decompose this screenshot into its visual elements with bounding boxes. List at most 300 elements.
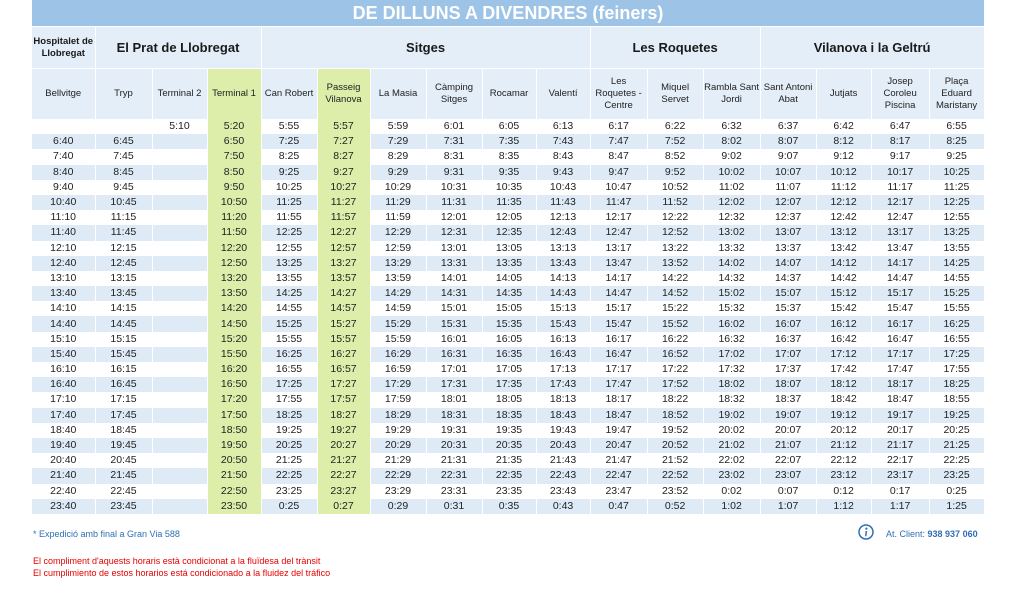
time-cell: 8:17 [871, 134, 929, 149]
group-header: Vilanova i la Geltrú [760, 27, 984, 69]
time-cell: 12:22 [647, 210, 703, 225]
time-cell: 18:29 [370, 408, 426, 423]
time-cell: 21:02 [703, 438, 760, 453]
time-cell: 13:55 [261, 271, 317, 286]
time-cell: 17:32 [703, 362, 760, 377]
time-cell: 21:12 [816, 438, 871, 453]
time-cell: 13:05 [482, 241, 536, 256]
time-cell: 21:29 [370, 453, 426, 468]
time-cell: 9:47 [590, 165, 647, 180]
time-cell: 14:55 [261, 301, 317, 316]
time-cell: 0:07 [760, 484, 816, 499]
time-cell: 19:47 [590, 423, 647, 438]
time-cell: 18:01 [426, 392, 482, 407]
time-cell: 13:47 [590, 256, 647, 271]
time-cell: 17:22 [647, 362, 703, 377]
time-cell [152, 271, 207, 286]
time-cell: 18:32 [703, 392, 760, 407]
time-cell: 11:55 [261, 210, 317, 225]
stop-header: Les Roquetes - Centre [590, 69, 647, 120]
time-cell: 17:10 [32, 392, 95, 407]
time-cell: 12:07 [760, 195, 816, 210]
time-cell: 12:17 [590, 210, 647, 225]
time-cell: 23:31 [426, 484, 482, 499]
time-cell: 22:50 [207, 484, 261, 499]
time-cell: 7:45 [95, 149, 152, 164]
time-cell: 14:20 [207, 301, 261, 316]
time-cell: 7:25 [261, 134, 317, 149]
time-cell: 21:50 [207, 468, 261, 483]
time-cell: 14:37 [760, 271, 816, 286]
time-cell: 15:37 [760, 301, 816, 316]
time-cell: 18:13 [536, 392, 590, 407]
time-cell: 15:43 [536, 316, 590, 331]
time-cell: 20:02 [703, 423, 760, 438]
time-cell: 15:07 [760, 286, 816, 301]
schedule-row [32, 408, 984, 423]
time-cell: 17:27 [317, 377, 370, 392]
time-cell: 8:02 [703, 134, 760, 149]
time-cell: 12:55 [261, 241, 317, 256]
time-cell: 11:25 [261, 195, 317, 210]
time-cell: 7:50 [207, 149, 261, 164]
time-cell [152, 377, 207, 392]
time-cell: 16:15 [95, 362, 152, 377]
time-cell: 18:45 [95, 423, 152, 438]
time-cell: 22:35 [482, 468, 536, 483]
schedule-row [32, 225, 984, 240]
time-cell: 15:47 [590, 316, 647, 331]
time-cell: 19:29 [370, 423, 426, 438]
time-cell: 23:25 [929, 468, 984, 483]
time-cell: 22:17 [871, 453, 929, 468]
time-cell: 11:10 [32, 210, 95, 225]
time-cell: 10:50 [207, 195, 261, 210]
time-cell: 21:35 [482, 453, 536, 468]
time-cell: 8:07 [760, 134, 816, 149]
footnote: * Expedició amb final a Gran Via 588 [33, 529, 180, 539]
stop-header: Càmping Sitges [426, 69, 482, 120]
time-cell: 12:50 [207, 256, 261, 271]
time-cell: 1:25 [929, 499, 984, 514]
time-cell: 14:42 [816, 271, 871, 286]
time-cell [152, 438, 207, 453]
time-cell: 16:07 [760, 316, 816, 331]
time-cell: 16:10 [32, 362, 95, 377]
time-cell: 16:35 [482, 347, 536, 362]
time-cell: 10:43 [536, 180, 590, 195]
time-cell: 16:32 [703, 332, 760, 347]
time-cell: 18:35 [482, 408, 536, 423]
time-cell: 10:17 [871, 165, 929, 180]
schedule-row [32, 316, 984, 331]
time-cell: 17:07 [760, 347, 816, 362]
time-cell: 9:40 [32, 180, 95, 195]
time-cell: 16:05 [482, 332, 536, 347]
time-cell: 16:50 [207, 377, 261, 392]
time-cell: 17:17 [871, 347, 929, 362]
time-cell: 20:50 [207, 453, 261, 468]
time-cell: 13:13 [536, 241, 590, 256]
time-cell: 14:29 [370, 286, 426, 301]
time-cell [152, 149, 207, 164]
time-cell: 18:40 [32, 423, 95, 438]
time-cell: 18:02 [703, 377, 760, 392]
time-cell: 15:13 [536, 301, 590, 316]
schedule-row [32, 195, 984, 210]
schedule-row [32, 256, 984, 271]
schedule-row [32, 210, 984, 225]
time-cell [152, 362, 207, 377]
time-cell: 7:27 [317, 134, 370, 149]
warning-catalan: El compliment d'aquests horaris està condicionat a la fluïdesa del trànsit [33, 556, 321, 566]
time-cell: 10:47 [590, 180, 647, 195]
time-cell: 14:50 [207, 316, 261, 331]
time-cell: 16:22 [647, 332, 703, 347]
time-cell: 12:37 [760, 210, 816, 225]
time-cell: 7:47 [590, 134, 647, 149]
time-cell: 10:45 [95, 195, 152, 210]
schedule-row [32, 165, 984, 180]
time-cell: 8:40 [32, 165, 95, 180]
time-cell: 9:25 [929, 149, 984, 164]
time-cell: 15:35 [482, 316, 536, 331]
time-cell: 12:43 [536, 225, 590, 240]
time-cell: 13:01 [426, 241, 482, 256]
time-cell: 9:45 [95, 180, 152, 195]
time-cell: 14:15 [95, 301, 152, 316]
schedule-row [32, 377, 984, 392]
time-cell: 16:47 [871, 332, 929, 347]
time-cell: 17:45 [95, 408, 152, 423]
time-cell: 13:40 [32, 286, 95, 301]
group-header: Sitges [261, 27, 590, 69]
time-cell: 6:22 [647, 119, 703, 134]
time-cell: 13:59 [370, 271, 426, 286]
group-header: El Prat de Llobregat [95, 27, 261, 69]
time-cell: 6:01 [426, 119, 482, 134]
time-cell: 9:43 [536, 165, 590, 180]
time-cell [152, 165, 207, 180]
time-cell: 11:15 [95, 210, 152, 225]
time-cell: 17:29 [370, 377, 426, 392]
stop-header: Rocamar [482, 69, 536, 120]
time-cell: 13:50 [207, 286, 261, 301]
time-cell: 14:17 [871, 256, 929, 271]
time-cell: 22:25 [261, 468, 317, 483]
time-cell: 19:12 [816, 408, 871, 423]
time-cell: 12:55 [929, 210, 984, 225]
schedule-body [32, 119, 984, 514]
time-cell: 18:07 [760, 377, 816, 392]
time-cell: 14:57 [317, 301, 370, 316]
time-cell: 14:02 [703, 256, 760, 271]
time-cell: 8:50 [207, 165, 261, 180]
time-cell: 22:25 [929, 453, 984, 468]
time-cell: 20:47 [590, 438, 647, 453]
time-cell: 21:31 [426, 453, 482, 468]
time-cell: 12:42 [816, 210, 871, 225]
time-cell: 15:29 [370, 316, 426, 331]
time-cell: 17:42 [816, 362, 871, 377]
time-cell: 22:02 [703, 453, 760, 468]
time-cell [152, 468, 207, 483]
time-cell: 17:12 [816, 347, 871, 362]
time-cell: 13:42 [816, 241, 871, 256]
time-cell: 11:59 [370, 210, 426, 225]
time-cell: 20:31 [426, 438, 482, 453]
group-header-row [32, 27, 984, 69]
time-cell: 19:27 [317, 423, 370, 438]
time-cell [152, 195, 207, 210]
time-cell: 15:55 [929, 301, 984, 316]
time-cell: 13:27 [317, 256, 370, 271]
time-cell: 17:50 [207, 408, 261, 423]
time-cell: 14:01 [426, 271, 482, 286]
time-cell: 18:37 [760, 392, 816, 407]
time-cell: 18:17 [871, 377, 929, 392]
time-cell: 19:43 [536, 423, 590, 438]
time-cell: 19:35 [482, 423, 536, 438]
time-cell: 17:55 [261, 392, 317, 407]
time-cell: 14:47 [590, 286, 647, 301]
time-cell: 22:47 [590, 468, 647, 483]
time-cell [152, 180, 207, 195]
time-cell: 16:42 [816, 332, 871, 347]
time-cell: 16:40 [32, 377, 95, 392]
time-cell: 21:25 [261, 453, 317, 468]
time-cell: 18:05 [482, 392, 536, 407]
time-cell: 16:31 [426, 347, 482, 362]
time-cell: 1:17 [871, 499, 929, 514]
time-cell: 15:59 [370, 332, 426, 347]
time-cell: 5:20 [207, 119, 261, 134]
time-cell: 11:31 [426, 195, 482, 210]
time-cell: 14:47 [871, 271, 929, 286]
time-cell [95, 119, 152, 134]
stop-header: Valentí [536, 69, 590, 120]
time-cell: 11:57 [317, 210, 370, 225]
stop-header-row [32, 69, 984, 120]
time-cell: 23:02 [703, 468, 760, 483]
time-cell: 8:29 [370, 149, 426, 164]
time-cell: 12:05 [482, 210, 536, 225]
time-cell: 17:57 [317, 392, 370, 407]
stop-header: La Masia [370, 69, 426, 120]
time-cell: 10:29 [370, 180, 426, 195]
time-cell: 6:45 [95, 134, 152, 149]
time-cell: 13:17 [590, 241, 647, 256]
time-cell: 0:31 [426, 499, 482, 514]
time-cell: 13:25 [929, 225, 984, 240]
time-cell: 22:27 [317, 468, 370, 483]
time-cell: 12:35 [482, 225, 536, 240]
time-cell: 15:52 [647, 316, 703, 331]
schedule-row [32, 119, 984, 134]
client-label: At. Client: [886, 529, 926, 539]
time-cell: 15:27 [317, 316, 370, 331]
time-cell: 21:07 [760, 438, 816, 453]
time-cell: 15:25 [929, 286, 984, 301]
time-cell: 18:43 [536, 408, 590, 423]
time-cell: 13:31 [426, 256, 482, 271]
time-cell: 0:02 [703, 484, 760, 499]
time-cell: 14:59 [370, 301, 426, 316]
time-cell: 11:47 [590, 195, 647, 210]
time-cell: 5:57 [317, 119, 370, 134]
time-cell: 23:43 [536, 484, 590, 499]
warning-spanish: El cumplimiento de estos horarios está condicionado a la fluidez del tráfico [33, 568, 331, 578]
time-cell: 0:25 [929, 484, 984, 499]
time-cell: 6:17 [590, 119, 647, 134]
time-cell: 14:55 [929, 271, 984, 286]
time-cell: 17:20 [207, 392, 261, 407]
time-cell: 16:02 [703, 316, 760, 331]
time-cell: 0:29 [370, 499, 426, 514]
time-cell: 16:45 [95, 377, 152, 392]
time-cell: 12:13 [536, 210, 590, 225]
time-cell: 0:52 [647, 499, 703, 514]
time-cell: 15:20 [207, 332, 261, 347]
time-cell: 21:52 [647, 453, 703, 468]
time-cell: 14:35 [482, 286, 536, 301]
time-cell: 13:47 [871, 241, 929, 256]
time-cell [152, 332, 207, 347]
time-cell: 11:02 [703, 180, 760, 195]
stop-header: Plaça Eduard Maristany [929, 69, 984, 120]
time-cell: 16:47 [590, 347, 647, 362]
time-cell: 22:45 [95, 484, 152, 499]
time-cell: 18:17 [590, 392, 647, 407]
time-cell: 11:12 [816, 180, 871, 195]
time-cell: 1:07 [760, 499, 816, 514]
time-cell: 16:52 [647, 347, 703, 362]
time-cell: 11:52 [647, 195, 703, 210]
schedule-row [32, 438, 984, 453]
schedule-row [32, 453, 984, 468]
time-cell: 14:40 [32, 316, 95, 331]
time-cell: 11:27 [317, 195, 370, 210]
time-cell: 13:15 [95, 271, 152, 286]
time-cell: 0:35 [482, 499, 536, 514]
time-cell: 22:12 [816, 453, 871, 468]
time-cell: 17:40 [32, 408, 95, 423]
time-cell: 18:25 [261, 408, 317, 423]
schedule-row [32, 241, 984, 256]
time-cell: 7:29 [370, 134, 426, 149]
time-cell: 11:20 [207, 210, 261, 225]
time-cell: 11:25 [929, 180, 984, 195]
time-cell: 17:55 [929, 362, 984, 377]
time-cell: 17:31 [426, 377, 482, 392]
time-cell: 21:43 [536, 453, 590, 468]
time-cell: 10:40 [32, 195, 95, 210]
time-cell: 18:42 [816, 392, 871, 407]
time-cell: 19:17 [871, 408, 929, 423]
time-cell: 15:02 [703, 286, 760, 301]
time-cell: 10:25 [929, 165, 984, 180]
time-cell: 20:25 [929, 423, 984, 438]
time-cell: 6:13 [536, 119, 590, 134]
time-cell: 14:22 [647, 271, 703, 286]
time-cell: 13:22 [647, 241, 703, 256]
time-cell: 7:31 [426, 134, 482, 149]
stop-header: Terminal 1 [207, 69, 261, 120]
time-cell: 16:37 [760, 332, 816, 347]
time-cell: 12:25 [261, 225, 317, 240]
time-cell: 17:47 [590, 377, 647, 392]
time-cell: 19:02 [703, 408, 760, 423]
time-cell: 15:55 [261, 332, 317, 347]
time-cell: 13:43 [536, 256, 590, 271]
time-cell: 16:57 [317, 362, 370, 377]
time-cell: 8:45 [95, 165, 152, 180]
time-cell: 21:27 [317, 453, 370, 468]
time-cell: 8:27 [317, 149, 370, 164]
time-cell: 13:07 [760, 225, 816, 240]
time-cell: 23:45 [95, 499, 152, 514]
time-cell: 14:13 [536, 271, 590, 286]
time-cell: 9:12 [816, 149, 871, 164]
stop-header: Can Robert [261, 69, 317, 120]
time-cell: 17:25 [929, 347, 984, 362]
schedule-row [32, 301, 984, 316]
schedule-row [32, 332, 984, 347]
time-cell: 17:43 [536, 377, 590, 392]
time-cell: 16:17 [590, 332, 647, 347]
time-cell: 0:43 [536, 499, 590, 514]
time-cell: 19:31 [426, 423, 482, 438]
time-cell: 12:10 [32, 241, 95, 256]
time-cell: 13:20 [207, 271, 261, 286]
time-cell: 9:29 [370, 165, 426, 180]
time-cell: 9:17 [871, 149, 929, 164]
time-cell: 10:25 [261, 180, 317, 195]
time-cell: 10:52 [647, 180, 703, 195]
time-cell: 19:40 [32, 438, 95, 453]
time-cell: 16:25 [261, 347, 317, 362]
stop-header: Miquel Servet [647, 69, 703, 120]
time-cell [152, 301, 207, 316]
time-cell: 19:52 [647, 423, 703, 438]
time-cell: 10:07 [760, 165, 816, 180]
time-cell [152, 453, 207, 468]
time-cell: 16:59 [370, 362, 426, 377]
stop-header: Passeig Vilanova [317, 69, 370, 120]
time-cell: 14:12 [816, 256, 871, 271]
time-cell: 15:17 [590, 301, 647, 316]
time-cell: 8:12 [816, 134, 871, 149]
time-cell: 10:02 [703, 165, 760, 180]
time-cell: 19:45 [95, 438, 152, 453]
time-cell: 22:29 [370, 468, 426, 483]
group-header: Hospitalet de Llobregat [32, 27, 95, 69]
time-cell: 9:07 [760, 149, 816, 164]
time-cell: 13:45 [95, 286, 152, 301]
stop-header: Josep Coroleu Piscina [871, 69, 929, 120]
time-cell: 23:27 [317, 484, 370, 499]
time-cell: 16:55 [929, 332, 984, 347]
time-cell: 20:17 [871, 423, 929, 438]
time-cell: 15:32 [703, 301, 760, 316]
time-cell: 13:37 [760, 241, 816, 256]
time-cell: 18:22 [647, 392, 703, 407]
time-cell: 12:29 [370, 225, 426, 240]
time-cell: 6:05 [482, 119, 536, 134]
time-cell: 9:35 [482, 165, 536, 180]
time-cell: 13:57 [317, 271, 370, 286]
group-header: Les Roquetes [590, 27, 760, 69]
